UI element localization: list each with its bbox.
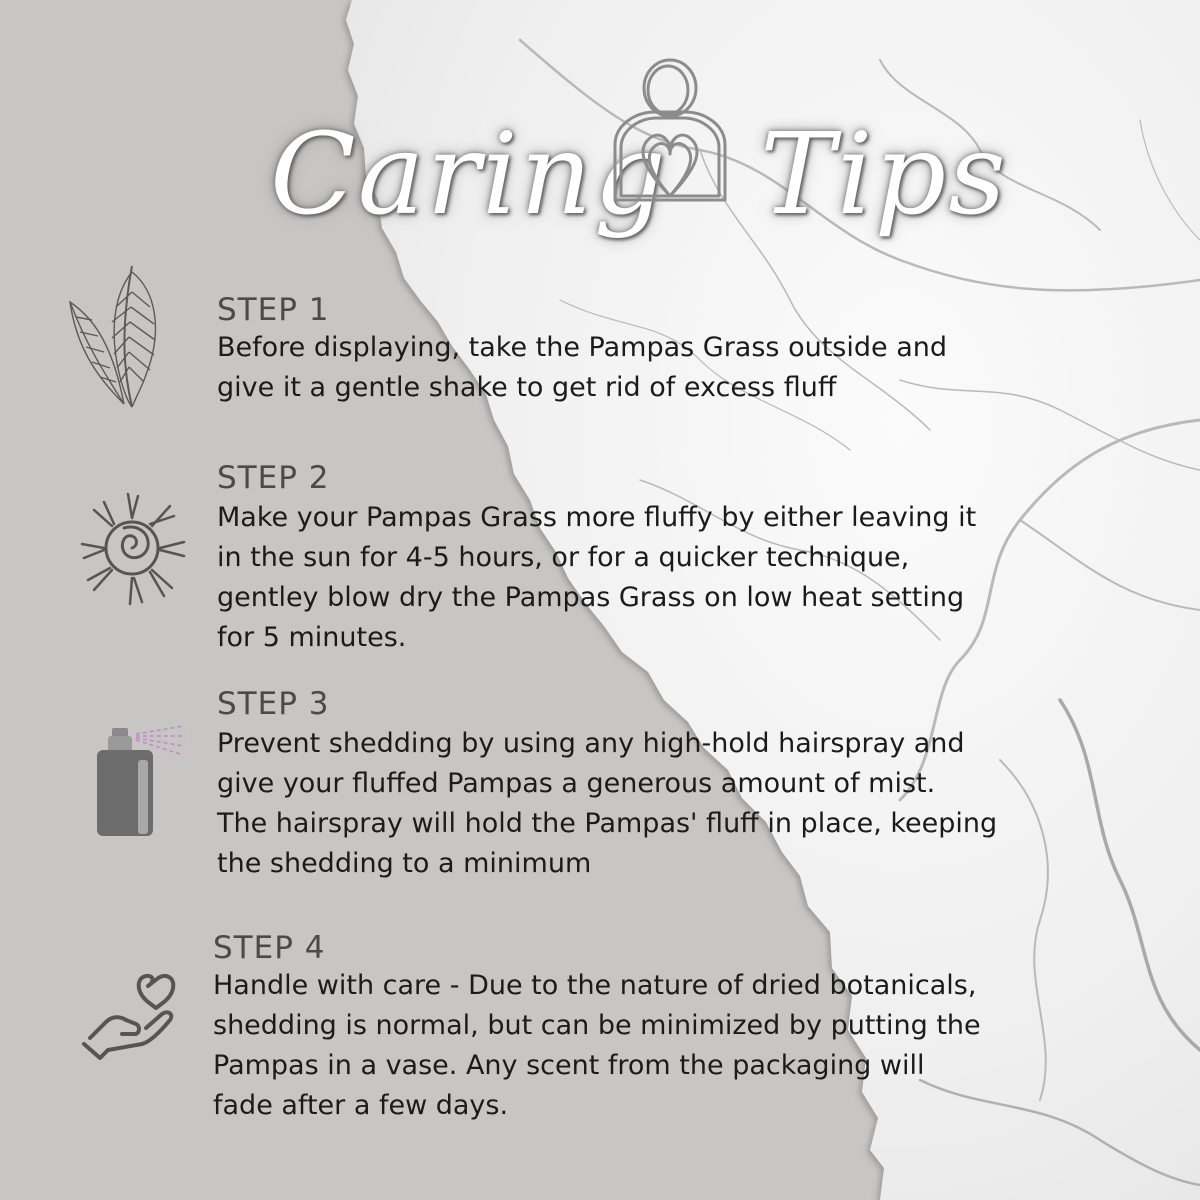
hairspray-icon (94, 722, 190, 838)
step-4-line: shedding is normal, but can be minimized by putting the (213, 1010, 981, 1041)
step-4-title: STEP 4 (213, 930, 326, 966)
step-3-line: The hairspray will hold the Pampas' fluff in place, keeping (217, 808, 998, 839)
step-4-text (213, 966, 981, 1126)
title-right-word: Tips (760, 110, 1008, 240)
step-2-text (217, 498, 976, 658)
person-heart-icon (595, 50, 745, 210)
step-2-title: STEP 2 (217, 460, 330, 496)
step-3-line: give your fluffed Pampas a generous amount of mist. (217, 768, 936, 799)
step-2-line: in the sun for 4-5 hours, or for a quicker technique, (217, 542, 910, 573)
step-1-text (217, 328, 947, 408)
step-3-text (217, 724, 997, 884)
step-2-line: gentley blow dry the Pampas Grass on low heat setting (217, 582, 965, 613)
step-3-line: the shedding to a minimum (217, 848, 592, 879)
sun-icon (80, 490, 188, 608)
step-3-title: STEP 3 (217, 686, 330, 722)
title-left-word: Caring (270, 110, 668, 240)
step-4-line: Pampas in a vase. Any scent from the packaging will (213, 1050, 925, 1081)
step-1-line: Before displaying, take the Pampas Grass outside and (217, 332, 947, 363)
step-4-line: fade after a few days. (213, 1090, 509, 1121)
step-2-line: for 5 minutes. (217, 622, 407, 653)
page-title (250, 50, 1008, 260)
hand-heart-icon (80, 972, 176, 1064)
step-1-line: give it a gentle shake to get rid of excess fluff (217, 372, 837, 403)
step-4-line: Handle with care - Due to the nature of dried botanicals, (213, 970, 977, 1001)
step-2-line: Make your Pampas Grass more fluffy by either leaving it (217, 502, 977, 533)
step-3-line: Prevent shedding by using any high-hold hairspray and (217, 728, 965, 759)
step-1-title: STEP 1 (217, 292, 330, 328)
feather-icon (62, 262, 180, 412)
